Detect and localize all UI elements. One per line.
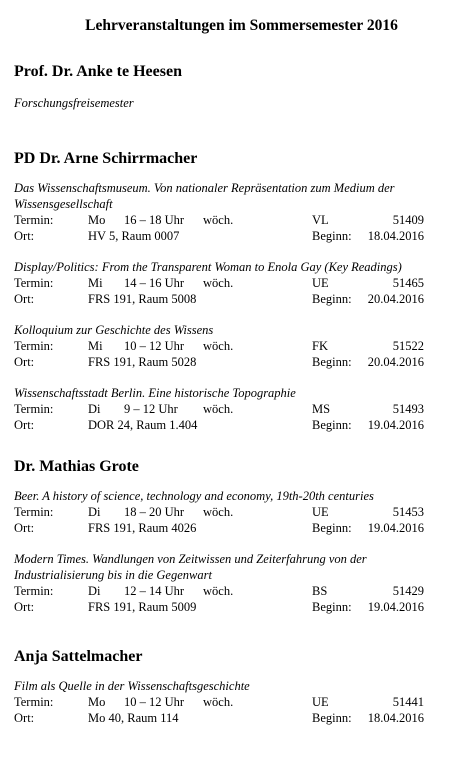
beginn-label: Beginn: [312, 521, 352, 535]
course-start-date: 18.04.2016 [367, 711, 424, 725]
course-number: 51522 [392, 339, 424, 353]
beginn-label: Beginn: [312, 229, 352, 243]
person-section [14, 62, 424, 111]
person-name: PD Dr. Arne Schirrmacher [14, 150, 198, 167]
person-section [14, 647, 424, 726]
course-frequency: wöch. [203, 276, 234, 290]
ort-label: Ort: [14, 292, 35, 306]
course-time: 16 – 18 Uhr [124, 213, 185, 227]
course-frequency: wöch. [203, 402, 234, 416]
course-title: Wissenschaftsstadt Berlin. Eine historische Topographie [14, 386, 296, 400]
course-frequency: wöch. [203, 339, 234, 353]
course-location-row [14, 710, 424, 726]
course-entry [14, 488, 424, 536]
course-frequency: wöch. [203, 695, 234, 709]
course-location-row [14, 228, 424, 244]
termin-label: Termin: [14, 339, 54, 353]
course-entry [14, 385, 424, 433]
termin-label: Termin: [14, 695, 54, 709]
ort-label: Ort: [14, 229, 35, 243]
course-schedule-row [14, 401, 424, 417]
course-room: HV 5, Raum 0007 [88, 229, 180, 243]
person-name: Anja Sattelmacher [14, 648, 143, 665]
termin-label: Termin: [14, 276, 54, 290]
course-title: Film als Quelle in der Wissenschaftsgeschichte [14, 679, 250, 693]
ort-label: Ort: [14, 355, 35, 369]
course-title: Das Wissenschaftsmuseum. Von nationaler Repräsentation zum Medium der Wissensgesellschaft [14, 181, 395, 211]
course-entry [14, 259, 424, 307]
course-day: Mi [88, 276, 103, 290]
course-room: FRS 191, Raum 5028 [88, 355, 197, 369]
ort-label: Ort: [14, 600, 35, 614]
course-day: Di [88, 402, 101, 416]
course-start-date: 19.04.2016 [367, 521, 424, 535]
ort-label: Ort: [14, 711, 35, 725]
course-start-date: 20.04.2016 [367, 355, 424, 369]
course-time: 14 – 16 Uhr [124, 276, 185, 290]
course-start-date: 18.04.2016 [367, 229, 424, 243]
course-location-row [14, 599, 424, 615]
page-title: Lehrveranstaltungen im Sommersemester 2016 [85, 17, 398, 34]
termin-label: Termin: [14, 402, 54, 416]
course-frequency: wöch. [203, 505, 234, 519]
person-name: Dr. Mathias Grote [14, 458, 139, 475]
course-type: VL [312, 213, 329, 227]
beginn-label: Beginn: [312, 711, 352, 725]
course-number: 51429 [392, 584, 424, 598]
course-type: UE [312, 695, 329, 709]
course-type: FK [312, 339, 328, 353]
course-entry [14, 180, 424, 244]
course-start-date: 20.04.2016 [367, 292, 424, 306]
course-type: UE [312, 276, 329, 290]
person-section [14, 149, 424, 433]
termin-label: Termin: [14, 584, 54, 598]
course-location-row [14, 291, 424, 307]
course-time: 10 – 12 Uhr [124, 695, 185, 709]
course-entry [14, 551, 424, 615]
course-type: UE [312, 505, 329, 519]
course-schedule-row [14, 504, 424, 520]
ort-label: Ort: [14, 418, 35, 432]
course-type: MS [312, 402, 331, 416]
course-number: 51409 [392, 213, 424, 227]
ort-label: Ort: [14, 521, 35, 535]
course-frequency: wöch. [203, 584, 234, 598]
course-day: Mo [88, 213, 106, 227]
course-room: FRS 191, Raum 4026 [88, 521, 197, 535]
person-note: Forschungsfreisemester [14, 96, 134, 110]
course-frequency: wöch. [203, 213, 234, 227]
termin-label: Termin: [14, 505, 54, 519]
beginn-label: Beginn: [312, 292, 352, 306]
course-location-row [14, 354, 424, 370]
course-type: BS [312, 584, 328, 598]
beginn-label: Beginn: [312, 418, 352, 432]
course-room: Mo 40, Raum 114 [88, 711, 179, 725]
course-schedule-row [14, 275, 424, 291]
course-location-row [14, 520, 424, 536]
beginn-label: Beginn: [312, 600, 352, 614]
course-time: 10 – 12 Uhr [124, 339, 185, 353]
person-name: Prof. Dr. Anke te Heesen [14, 63, 182, 80]
course-schedule-row [14, 583, 424, 599]
course-room: FRS 191, Raum 5008 [88, 292, 197, 306]
course-number: 51465 [392, 276, 424, 290]
course-start-date: 19.04.2016 [367, 600, 424, 614]
course-number: 51493 [392, 402, 424, 416]
course-day: Di [88, 584, 101, 598]
course-time: 9 – 12 Uhr [124, 402, 178, 416]
course-title: Beer. A history of science, technology and economy, 19th-20th centuries [14, 489, 374, 503]
course-room: FRS 191, Raum 5009 [88, 600, 197, 614]
course-title: Display/Politics: From the Transparent Woman to Enola Gay (Key Readings) [14, 260, 402, 274]
termin-label: Termin: [14, 213, 54, 227]
course-schedule-row [14, 212, 424, 228]
course-location-row [14, 417, 424, 433]
course-day: Mo [88, 695, 106, 709]
person-section [14, 457, 424, 615]
course-start-date: 19.04.2016 [367, 418, 424, 432]
course-room: DOR 24, Raum 1.404 [88, 418, 198, 432]
course-number: 51453 [392, 505, 424, 519]
beginn-label: Beginn: [312, 355, 352, 369]
course-schedule-row [14, 338, 424, 354]
course-number: 51441 [392, 695, 424, 709]
course-day: Mi [88, 339, 103, 353]
course-time: 12 – 14 Uhr [124, 584, 185, 598]
course-entry [14, 322, 424, 370]
course-day: Di [88, 505, 101, 519]
course-schedule-row [14, 694, 424, 710]
course-time: 18 – 20 Uhr [124, 505, 185, 519]
course-title: Modern Times. Wandlungen von Zeitwissen und Zeiterfahrung von der Industrialisierung bis in die Gegenwart [14, 552, 367, 582]
course-entry [14, 678, 424, 726]
course-title: Kolloquium zur Geschichte des Wissens [14, 323, 214, 337]
